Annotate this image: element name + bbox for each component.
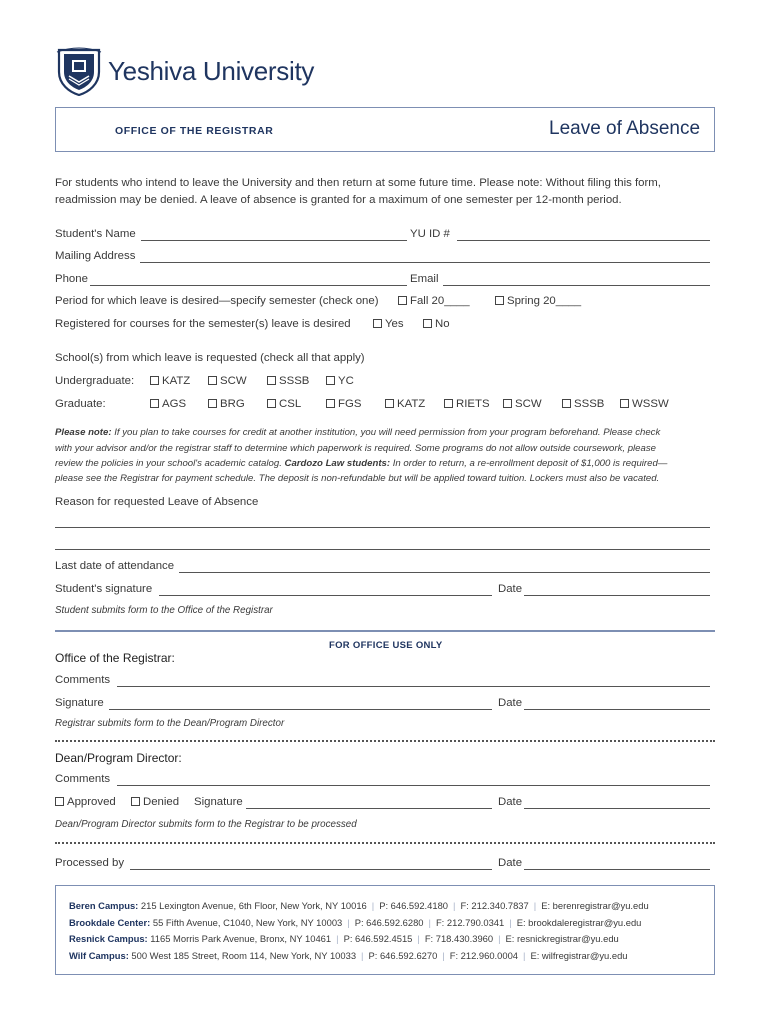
undergrad-option-sssb[interactable] bbox=[267, 376, 309, 387]
campus-email[interactable]: E: brookdaleregistrar@yu.edu bbox=[516, 917, 642, 928]
yes-checkbox[interactable] bbox=[373, 319, 382, 328]
campus-row-brookdale: Brookdale Center: 55 Fifth Avenue, C1040, New York, NY 10003 | P: 646.592.6280 | F: 212.790.0341 | E: brookdaleregistrar@yu.edu bbox=[69, 917, 642, 928]
student-signature-label: Student's signature bbox=[55, 583, 153, 595]
campus-name: Resnick Campus: bbox=[69, 933, 148, 944]
office-use-divider bbox=[55, 630, 715, 632]
phone-field[interactable] bbox=[90, 285, 407, 286]
campus-phone: P: 646.592.4515 bbox=[343, 933, 413, 944]
form-title: Leave of Absence bbox=[549, 118, 701, 139]
grad-option-ags[interactable] bbox=[150, 399, 186, 410]
spring-checkbox[interactable] bbox=[495, 296, 504, 305]
schools-heading: School(s) from which leave is requested (check all that apply) bbox=[55, 352, 365, 364]
approved-checkbox[interactable] bbox=[55, 797, 64, 806]
last-date-label: Last date of attendance bbox=[55, 560, 175, 572]
intro-text-line-2: readmission may be denied. A leave of absence is granted for a maximum of one semester per 12-month period. bbox=[55, 194, 622, 206]
grad-option-wssw[interactable] bbox=[620, 399, 669, 410]
period-label: Period for which leave is desired—specify semester (check one) bbox=[55, 295, 379, 307]
note-line-3 bbox=[55, 459, 667, 469]
registrar-submit-note: Registrar submits form to the Dean/Program Director bbox=[55, 718, 285, 729]
option-label: AGS bbox=[162, 398, 187, 410]
note-text: If you plan to take courses for credit at another institution, you will need permission from your program beforehand. Please check bbox=[111, 427, 661, 438]
option-label: SSSB bbox=[574, 398, 605, 410]
checkbox[interactable] bbox=[208, 399, 217, 408]
campus-email[interactable]: E: wilfregistrar@yu.edu bbox=[530, 950, 628, 961]
university-seal-logo bbox=[55, 46, 103, 96]
registrar-signature-label: Signature bbox=[55, 697, 104, 709]
dean-comments-label: Comments bbox=[55, 773, 111, 785]
option-label: RIETS bbox=[456, 398, 490, 410]
student-date-field[interactable] bbox=[524, 595, 710, 596]
campus-email[interactable]: E: berenregistrar@yu.edu bbox=[541, 900, 649, 911]
dean-date-field[interactable] bbox=[524, 808, 710, 809]
grad-option-scw[interactable] bbox=[503, 399, 542, 410]
campus-address: 1165 Morris Park Avenue, Bronx, NY 10461 bbox=[150, 933, 332, 944]
cardozo-label: Cardozo Law students: bbox=[284, 458, 391, 469]
campus-contact-box bbox=[55, 885, 715, 975]
campus-fax: F: 212.790.0341 bbox=[435, 917, 505, 928]
reason-label: Reason for requested Leave of Absence bbox=[55, 496, 259, 508]
phone-label: Phone bbox=[55, 273, 88, 285]
dean-section-title: Dean/Program Director: bbox=[55, 751, 182, 765]
campus-fax: F: 212.340.7837 bbox=[460, 900, 529, 911]
registrar-section-title: Office of the Registrar: bbox=[55, 651, 175, 665]
spring-option[interactable] bbox=[495, 296, 581, 307]
checkbox[interactable] bbox=[444, 399, 453, 408]
registrar-date-label: Date bbox=[498, 697, 523, 709]
option-label: SSSB bbox=[279, 375, 310, 387]
checkbox[interactable] bbox=[326, 376, 335, 385]
office-use-heading: FOR OFFICE USE ONLY bbox=[329, 640, 443, 651]
dean-comments-field[interactable] bbox=[117, 785, 710, 786]
fall-option[interactable] bbox=[398, 296, 470, 307]
dean-submit-note: Dean/Program Director submits form to the Registrar to be processed bbox=[55, 819, 357, 830]
yes-label: Yes bbox=[385, 318, 404, 330]
note-label: Please note: bbox=[55, 427, 112, 438]
processed-date-field[interactable] bbox=[524, 869, 710, 870]
campus-name: Brookdale Center: bbox=[69, 917, 151, 928]
intro-text-line-1: For students who intend to leave the University and then return at some future time. Please note: Without filing this form, bbox=[55, 177, 661, 189]
checkbox[interactable] bbox=[150, 376, 159, 385]
registered-no-option[interactable] bbox=[423, 319, 450, 330]
registered-label: Registered for courses for the semester(s) leave is desired bbox=[55, 318, 351, 330]
checkbox[interactable] bbox=[562, 399, 571, 408]
undergraduate-label: Undergraduate: bbox=[55, 375, 135, 387]
campus-address: 55 Fifth Avenue, C1040, New York, NY 10003 bbox=[152, 917, 343, 928]
spring-label: Spring 20____ bbox=[507, 295, 582, 307]
registrar-signature-field[interactable] bbox=[109, 709, 492, 710]
campus-phone: P: 646.592.4180 bbox=[379, 900, 449, 911]
note-text: review the policies in your school's academic catalog. bbox=[55, 458, 285, 469]
student-submit-note: Student submits form to the Office of the Registrar bbox=[55, 605, 273, 616]
option-label: CSL bbox=[279, 398, 302, 410]
grad-option-csl[interactable] bbox=[267, 399, 301, 410]
processed-by-label: Processed by bbox=[55, 857, 125, 869]
note-line-4: please see the Registrar for payment schedule. The deposit is non-refundable but will be applied toward tuition. Lockers must also be vacated. bbox=[55, 473, 660, 484]
yu-id-field[interactable] bbox=[457, 240, 710, 241]
option-label: KATZ bbox=[397, 398, 426, 410]
campus-name: Wilf Campus: bbox=[69, 950, 129, 961]
student-date-label: Date bbox=[498, 583, 523, 595]
checkbox[interactable] bbox=[208, 376, 217, 385]
mailing-address-field[interactable] bbox=[140, 262, 710, 263]
student-name-field[interactable] bbox=[141, 240, 407, 241]
grad-option-fgs[interactable] bbox=[326, 399, 361, 410]
grad-option-katz[interactable] bbox=[385, 399, 425, 410]
email-label: Email bbox=[410, 273, 439, 285]
registered-yes-option[interactable] bbox=[373, 319, 404, 330]
reason-field-line-1[interactable] bbox=[55, 527, 710, 528]
campus-address: 215 Lexington Avenue, 6th Floor, New York, NY 10016 bbox=[140, 900, 367, 911]
checkbox[interactable] bbox=[267, 399, 276, 408]
registrar-date-field[interactable] bbox=[524, 709, 710, 710]
dean-signature-label: Signature bbox=[194, 796, 243, 808]
dean-signature-field[interactable] bbox=[246, 808, 492, 809]
campus-address: 500 West 185 Street, Room 114, New York, NY 10033 bbox=[131, 950, 357, 961]
option-label: YC bbox=[338, 375, 354, 387]
checkbox[interactable] bbox=[385, 399, 394, 408]
checkbox[interactable] bbox=[620, 399, 629, 408]
email-field[interactable] bbox=[443, 285, 710, 286]
note-line-1 bbox=[55, 428, 660, 438]
processed-date-label: Date bbox=[498, 857, 523, 869]
campus-fax: F: 718.430.3960 bbox=[424, 933, 494, 944]
mailing-address-label: Mailing Address bbox=[55, 250, 136, 262]
dean-section-divider bbox=[55, 740, 715, 742]
grad-option-riets[interactable] bbox=[444, 399, 490, 410]
option-label: WSSW bbox=[632, 398, 669, 410]
campus-fax: F: 212.960.0004 bbox=[449, 950, 519, 961]
note-text: In order to return, a re-enrollment deposit of $1,000 is required— bbox=[390, 458, 668, 469]
denied-option[interactable] bbox=[131, 797, 179, 808]
student-name-label: Student's Name bbox=[55, 228, 136, 240]
campus-email[interactable]: E: resnickregistrar@yu.edu bbox=[505, 933, 619, 944]
reason-field-line-2[interactable] bbox=[55, 549, 710, 550]
checkbox[interactable] bbox=[326, 399, 335, 408]
option-label: FGS bbox=[338, 398, 362, 410]
registrar-comments-field[interactable] bbox=[117, 686, 710, 687]
note-line-2: with your advisor and/or the registrar staff to determine which paperwork is required. Some programs do not allow outside coursework, please bbox=[55, 443, 656, 454]
campus-phone: P: 646.592.6280 bbox=[354, 917, 424, 928]
campus-row-wilf: Wilf Campus: 500 West 185 Street, Room 114, New York, NY 10033 | P: 646.592.6270 | F: 212.960.0004 | E: wilfregistrar@yu.edu bbox=[69, 950, 628, 961]
last-date-field[interactable] bbox=[179, 572, 710, 573]
grad-option-brg[interactable] bbox=[208, 399, 245, 410]
option-label: SCW bbox=[220, 375, 247, 387]
checkbox[interactable] bbox=[150, 399, 159, 408]
campus-phone: P: 646.592.6270 bbox=[368, 950, 438, 961]
undergrad-option-yc[interactable] bbox=[326, 376, 354, 387]
yu-id-label: YU ID # bbox=[410, 228, 450, 240]
fall-checkbox[interactable] bbox=[398, 296, 407, 305]
graduate-label: Graduate: bbox=[55, 398, 106, 410]
campus-row-beren: Beren Campus: 215 Lexington Avenue, 6th Floor, New York, NY 10016 | P: 646.592.4180 | F: 212.340.7837 | E: berenregistrar@yu.edu bbox=[69, 900, 649, 911]
grad-option-sssb[interactable] bbox=[562, 399, 604, 410]
dean-date-label: Date bbox=[498, 796, 523, 808]
option-label: BRG bbox=[220, 398, 245, 410]
undergrad-option-scw[interactable] bbox=[208, 376, 247, 387]
approved-option[interactable] bbox=[55, 797, 116, 808]
no-checkbox[interactable] bbox=[423, 319, 432, 328]
campus-name: Beren Campus: bbox=[69, 900, 139, 911]
processed-divider bbox=[55, 842, 715, 844]
denied-label: Denied bbox=[143, 796, 180, 808]
checkbox[interactable] bbox=[503, 399, 512, 408]
option-label: KATZ bbox=[162, 375, 191, 387]
undergrad-option-katz[interactable] bbox=[150, 376, 190, 387]
approved-label: Approved bbox=[67, 796, 116, 808]
option-label: SCW bbox=[515, 398, 542, 410]
denied-checkbox[interactable] bbox=[131, 797, 140, 806]
campus-row-resnick: Resnick Campus: 1165 Morris Park Avenue, Bronx, NY 10461 | P: 646.592.4515 | F: 718.430.3960 | E: resnickregistrar@yu.edu bbox=[69, 933, 619, 944]
student-signature-field[interactable] bbox=[159, 595, 492, 596]
office-label: OFFICE OF THE REGISTRAR bbox=[115, 125, 274, 137]
no-label: No bbox=[435, 318, 450, 330]
processed-by-field[interactable] bbox=[130, 869, 492, 870]
university-name: Yeshiva University bbox=[108, 56, 315, 86]
registrar-comments-label: Comments bbox=[55, 674, 111, 686]
fall-label: Fall 20____ bbox=[410, 295, 470, 307]
checkbox[interactable] bbox=[267, 376, 276, 385]
